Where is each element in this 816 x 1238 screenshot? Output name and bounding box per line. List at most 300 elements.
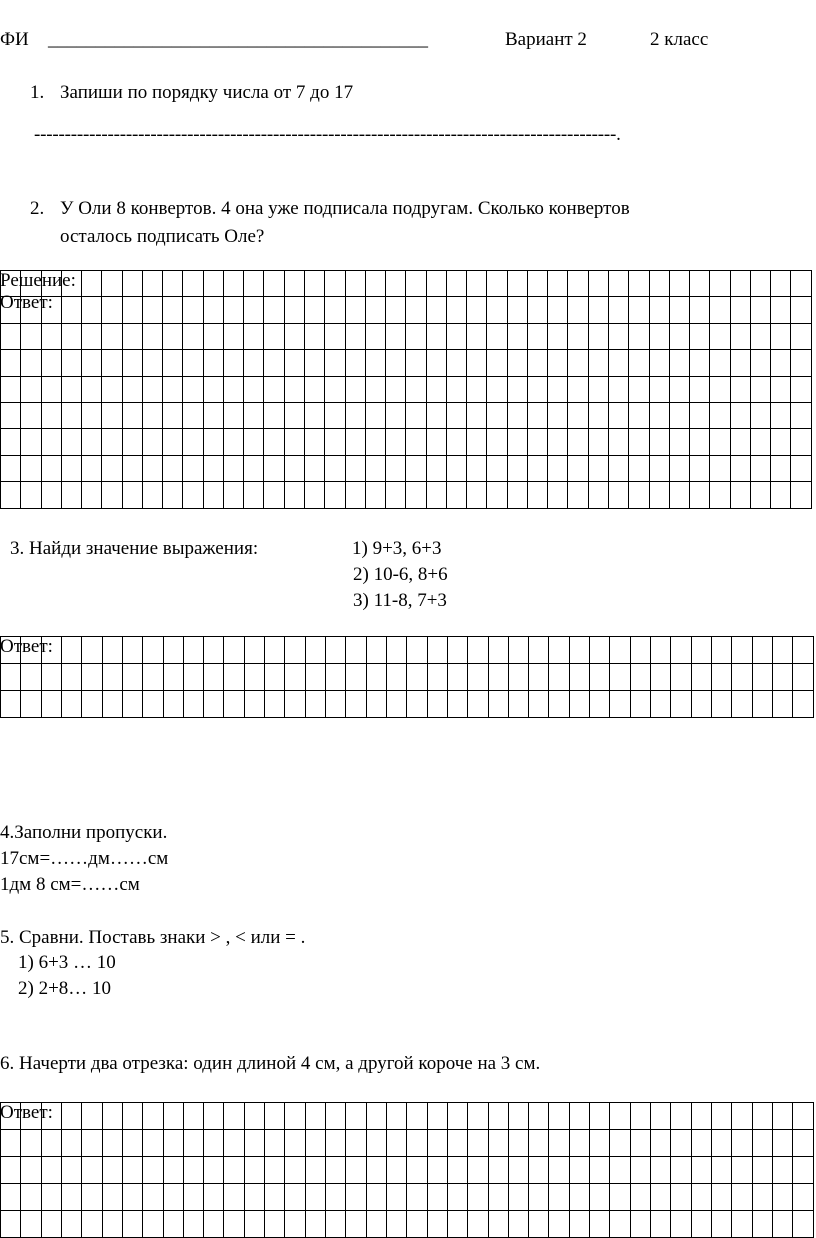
grid-cell[interactable] — [264, 297, 284, 323]
grid-cell[interactable] — [508, 1130, 528, 1157]
grid-cell[interactable] — [224, 1157, 244, 1184]
grid-cell[interactable] — [710, 482, 730, 508]
grid-cell[interactable] — [691, 1103, 711, 1130]
grid-cell[interactable] — [346, 691, 366, 718]
task4-line1[interactable]: 17см=……дм……см — [0, 848, 169, 869]
grid-cell[interactable] — [568, 350, 588, 376]
grid-cell[interactable] — [590, 1103, 610, 1130]
grid-cell[interactable] — [529, 1103, 549, 1130]
grid-cell[interactable] — [529, 1130, 549, 1157]
grid-cell[interactable] — [671, 691, 691, 718]
grid-cell[interactable] — [690, 455, 710, 481]
grid-cell[interactable] — [61, 637, 81, 664]
grid-cell[interactable] — [608, 455, 628, 481]
grid-cell[interactable] — [730, 376, 750, 402]
grid-cell[interactable] — [304, 323, 324, 349]
grid-cell[interactable] — [610, 1103, 630, 1130]
grid-cell[interactable] — [569, 691, 589, 718]
grid-cell[interactable] — [305, 1103, 325, 1130]
grid-cell[interactable] — [203, 297, 223, 323]
grid-cell[interactable] — [549, 1157, 569, 1184]
grid-cell[interactable] — [285, 691, 305, 718]
grid-cell[interactable] — [791, 323, 812, 349]
grid-cell[interactable] — [41, 1130, 61, 1157]
grid-cell[interactable] — [468, 691, 488, 718]
grid-cell[interactable] — [527, 402, 547, 428]
grid-cell[interactable] — [244, 271, 264, 297]
grid-cell[interactable] — [752, 1130, 772, 1157]
grid-cell[interactable] — [386, 376, 406, 402]
grid-cell[interactable] — [732, 1130, 752, 1157]
grid-cell[interactable] — [548, 271, 568, 297]
grid-cell[interactable] — [244, 664, 264, 691]
grid-cell[interactable] — [590, 664, 610, 691]
grid-cell[interactable] — [588, 402, 608, 428]
grid-cell[interactable] — [527, 271, 547, 297]
grid-cell[interactable] — [345, 323, 365, 349]
grid-cell[interactable] — [508, 1184, 528, 1211]
grid-cell[interactable] — [427, 1103, 447, 1130]
grid-cell[interactable] — [183, 402, 203, 428]
grid-cell[interactable] — [447, 637, 467, 664]
grid-cell[interactable] — [142, 482, 162, 508]
grid-cell[interactable] — [468, 637, 488, 664]
task1-answer-line[interactable]: -----------------------------------------------------------------------------------------------. — [34, 124, 621, 145]
grid-cell[interactable] — [669, 455, 689, 481]
grid-cell[interactable] — [793, 1103, 814, 1130]
grid-cell[interactable] — [1, 350, 21, 376]
grid-cell[interactable] — [447, 1211, 467, 1238]
grid-cell[interactable] — [507, 482, 527, 508]
grid-cell[interactable] — [304, 297, 324, 323]
grid-cell[interactable] — [82, 664, 102, 691]
grid-cell[interactable] — [183, 1130, 203, 1157]
grid-cell[interactable] — [446, 350, 466, 376]
grid-cell[interactable] — [61, 664, 81, 691]
grid-cell[interactable] — [21, 664, 41, 691]
grid-cell[interactable] — [772, 637, 792, 664]
grid-cell[interactable] — [507, 455, 527, 481]
grid-cell[interactable] — [730, 350, 750, 376]
grid-cell[interactable] — [610, 1130, 630, 1157]
grid-cell[interactable] — [346, 664, 366, 691]
grid-cell[interactable] — [122, 1130, 142, 1157]
grid-cell[interactable] — [304, 271, 324, 297]
grid-cell[interactable] — [649, 402, 669, 428]
grid-cell[interactable] — [630, 664, 650, 691]
grid-cell[interactable] — [21, 455, 41, 481]
task6-answer-grid[interactable] — [0, 1102, 814, 1238]
grid-cell[interactable] — [711, 637, 731, 664]
grid-cell[interactable] — [61, 455, 81, 481]
grid-cell[interactable] — [346, 1103, 366, 1130]
grid-cell[interactable] — [590, 1211, 610, 1238]
grid-cell[interactable] — [569, 1103, 589, 1130]
grid-cell[interactable] — [224, 1184, 244, 1211]
fi-name-line[interactable]: ________________________________________ — [48, 29, 428, 50]
grid-cell[interactable] — [508, 1103, 528, 1130]
grid-cell[interactable] — [649, 297, 669, 323]
grid-cell[interactable] — [304, 455, 324, 481]
grid-cell[interactable] — [669, 271, 689, 297]
grid-cell[interactable] — [326, 1103, 346, 1130]
grid-cell[interactable] — [649, 350, 669, 376]
grid-cell[interactable] — [629, 402, 649, 428]
grid-cell[interactable] — [61, 297, 81, 323]
grid-cell[interactable] — [204, 1157, 224, 1184]
grid-cell[interactable] — [386, 1184, 406, 1211]
grid-cell[interactable] — [608, 402, 628, 428]
grid-cell[interactable] — [386, 297, 406, 323]
grid-cell[interactable] — [690, 271, 710, 297]
grid-cell[interactable] — [366, 1130, 386, 1157]
grid-cell[interactable] — [730, 297, 750, 323]
grid-cell[interactable] — [610, 691, 630, 718]
grid-cell[interactable] — [61, 429, 81, 455]
grid-cell[interactable] — [426, 350, 446, 376]
grid-cell[interactable] — [711, 1103, 731, 1130]
grid-cell[interactable] — [61, 323, 81, 349]
grid-cell[interactable] — [588, 429, 608, 455]
grid-cell[interactable] — [365, 323, 385, 349]
grid-cell[interactable] — [122, 429, 142, 455]
grid-cell[interactable] — [752, 1157, 772, 1184]
grid-cell[interactable] — [669, 376, 689, 402]
grid-cell[interactable] — [649, 482, 669, 508]
grid-cell[interactable] — [467, 297, 487, 323]
grid-cell[interactable] — [265, 1130, 285, 1157]
grid-cell[interactable] — [346, 637, 366, 664]
grid-cell[interactable] — [102, 1157, 122, 1184]
grid-cell[interactable] — [446, 376, 466, 402]
grid-cell[interactable] — [21, 1157, 41, 1184]
grid-cell[interactable] — [772, 1103, 792, 1130]
grid-cell[interactable] — [143, 1211, 163, 1238]
grid-cell[interactable] — [732, 691, 752, 718]
grid-cell[interactable] — [346, 1130, 366, 1157]
grid-cell[interactable] — [610, 664, 630, 691]
grid-cell[interactable] — [264, 350, 284, 376]
grid-cell[interactable] — [549, 1184, 569, 1211]
task2-answer-grid[interactable] — [0, 270, 812, 508]
grid-cell[interactable] — [41, 323, 61, 349]
grid-cell[interactable] — [651, 691, 671, 718]
grid-cell[interactable] — [285, 1184, 305, 1211]
grid-cell[interactable] — [82, 1103, 102, 1130]
grid-cell[interactable] — [691, 637, 711, 664]
grid-cell[interactable] — [224, 1211, 244, 1238]
grid-cell[interactable] — [21, 1184, 41, 1211]
grid-cell[interactable] — [223, 323, 243, 349]
grid-cell[interactable] — [305, 637, 325, 664]
task3-grid-table[interactable] — [0, 636, 814, 718]
grid-cell[interactable] — [142, 429, 162, 455]
grid-cell[interactable] — [793, 1211, 814, 1238]
grid-cell[interactable] — [102, 271, 122, 297]
grid-cell[interactable] — [407, 637, 427, 664]
grid-cell[interactable] — [771, 297, 791, 323]
grid-cell[interactable] — [183, 1184, 203, 1211]
grid-cell[interactable] — [326, 1157, 346, 1184]
grid-cell[interactable] — [183, 1103, 203, 1130]
grid-cell[interactable] — [772, 1157, 792, 1184]
grid-cell[interactable] — [691, 1211, 711, 1238]
grid-cell[interactable] — [629, 455, 649, 481]
grid-cell[interactable] — [468, 1157, 488, 1184]
grid-cell[interactable] — [142, 271, 162, 297]
grid-cell[interactable] — [406, 429, 426, 455]
grid-cell[interactable] — [284, 297, 304, 323]
grid-cell[interactable] — [163, 691, 183, 718]
grid-cell[interactable] — [568, 297, 588, 323]
grid-cell[interactable] — [468, 1103, 488, 1130]
grid-cell[interactable] — [691, 1184, 711, 1211]
grid-cell[interactable] — [102, 1130, 122, 1157]
grid-cell[interactable] — [426, 402, 446, 428]
grid-cell[interactable] — [102, 350, 122, 376]
grid-cell[interactable] — [82, 376, 102, 402]
task5-item1[interactable]: 1) 6+3 … 10 — [18, 952, 116, 973]
grid-cell[interactable] — [41, 1184, 61, 1211]
grid-cell[interactable] — [143, 1184, 163, 1211]
grid-cell[interactable] — [1, 376, 21, 402]
grid-cell[interactable] — [752, 1211, 772, 1238]
grid-cell[interactable] — [793, 1184, 814, 1211]
grid-cell[interactable] — [750, 271, 770, 297]
grid-cell[interactable] — [569, 1130, 589, 1157]
grid-cell[interactable] — [772, 1130, 792, 1157]
grid-cell[interactable] — [568, 482, 588, 508]
grid-cell[interactable] — [791, 455, 812, 481]
grid-cell[interactable] — [325, 455, 345, 481]
grid-cell[interactable] — [345, 350, 365, 376]
grid-cell[interactable] — [1, 482, 21, 508]
grid-cell[interactable] — [61, 1103, 81, 1130]
grid-cell[interactable] — [223, 429, 243, 455]
grid-cell[interactable] — [304, 429, 324, 455]
grid-cell[interactable] — [427, 664, 447, 691]
grid-cell[interactable] — [406, 271, 426, 297]
grid-cell[interactable] — [771, 402, 791, 428]
grid-cell[interactable] — [284, 429, 304, 455]
grid-cell[interactable] — [610, 1157, 630, 1184]
grid-cell[interactable] — [21, 350, 41, 376]
grid-cell[interactable] — [61, 691, 81, 718]
grid-cell[interactable] — [651, 1184, 671, 1211]
grid-cell[interactable] — [651, 637, 671, 664]
grid-cell[interactable] — [651, 1211, 671, 1238]
grid-cell[interactable] — [21, 1130, 41, 1157]
grid-cell[interactable] — [649, 455, 669, 481]
grid-cell[interactable] — [264, 271, 284, 297]
grid-cell[interactable] — [548, 482, 568, 508]
grid-cell[interactable] — [265, 1103, 285, 1130]
grid-cell[interactable] — [730, 455, 750, 481]
grid-cell[interactable] — [588, 482, 608, 508]
grid-cell[interactable] — [163, 297, 183, 323]
grid-cell[interactable] — [691, 664, 711, 691]
grid-cell[interactable] — [223, 271, 243, 297]
grid-cell[interactable] — [224, 664, 244, 691]
grid-cell[interactable] — [791, 429, 812, 455]
grid-cell[interactable] — [386, 637, 406, 664]
grid-cell[interactable] — [527, 323, 547, 349]
grid-cell[interactable] — [690, 376, 710, 402]
grid-cell[interactable] — [730, 271, 750, 297]
grid-cell[interactable] — [711, 1184, 731, 1211]
grid-cell[interactable] — [163, 664, 183, 691]
grid-cell[interactable] — [143, 637, 163, 664]
grid-cell[interactable] — [21, 402, 41, 428]
grid-cell[interactable] — [1, 637, 21, 664]
grid-cell[interactable] — [346, 1184, 366, 1211]
grid-cell[interactable] — [529, 1211, 549, 1238]
grid-cell[interactable] — [386, 429, 406, 455]
grid-cell[interactable] — [183, 637, 203, 664]
grid-cell[interactable] — [630, 691, 650, 718]
grid-cell[interactable] — [224, 691, 244, 718]
grid-cell[interactable] — [365, 455, 385, 481]
grid-cell[interactable] — [41, 350, 61, 376]
grid-cell[interactable] — [21, 376, 41, 402]
grid-cell[interactable] — [732, 1103, 752, 1130]
grid-cell[interactable] — [304, 376, 324, 402]
grid-cell[interactable] — [365, 271, 385, 297]
grid-cell[interactable] — [468, 1184, 488, 1211]
grid-cell[interactable] — [41, 429, 61, 455]
grid-cell[interactable] — [366, 1157, 386, 1184]
grid-cell[interactable] — [163, 482, 183, 508]
grid-cell[interactable] — [346, 1211, 366, 1238]
grid-cell[interactable] — [771, 429, 791, 455]
grid-cell[interactable] — [467, 482, 487, 508]
grid-cell[interactable] — [447, 691, 467, 718]
grid-cell[interactable] — [507, 297, 527, 323]
grid-cell[interactable] — [793, 1157, 814, 1184]
grid-cell[interactable] — [527, 297, 547, 323]
grid-cell[interactable] — [588, 297, 608, 323]
grid-cell[interactable] — [41, 297, 61, 323]
grid-cell[interactable] — [204, 637, 224, 664]
grid-cell[interactable] — [386, 1130, 406, 1157]
grid-cell[interactable] — [365, 429, 385, 455]
grid-cell[interactable] — [122, 664, 142, 691]
grid-cell[interactable] — [590, 637, 610, 664]
grid-cell[interactable] — [61, 271, 81, 297]
grid-cell[interactable] — [183, 1157, 203, 1184]
grid-cell[interactable] — [488, 691, 508, 718]
grid-cell[interactable] — [446, 297, 466, 323]
grid-cell[interactable] — [669, 297, 689, 323]
grid-cell[interactable] — [406, 376, 426, 402]
grid-cell[interactable] — [651, 1157, 671, 1184]
grid-cell[interactable] — [548, 350, 568, 376]
grid-cell[interactable] — [265, 1157, 285, 1184]
grid-cell[interactable] — [1, 271, 21, 297]
grid-cell[interactable] — [365, 482, 385, 508]
grid-cell[interactable] — [183, 271, 203, 297]
grid-cell[interactable] — [41, 455, 61, 481]
grid-cell[interactable] — [529, 1157, 549, 1184]
grid-cell[interactable] — [568, 455, 588, 481]
grid-cell[interactable] — [629, 350, 649, 376]
grid-cell[interactable] — [326, 1130, 346, 1157]
task4-line2[interactable]: 1дм 8 см=……см — [0, 874, 140, 895]
grid-cell[interactable] — [244, 376, 264, 402]
grid-cell[interactable] — [630, 1184, 650, 1211]
grid-cell[interactable] — [732, 664, 752, 691]
grid-cell[interactable] — [102, 376, 122, 402]
grid-cell[interactable] — [82, 350, 102, 376]
grid-cell[interactable] — [691, 1157, 711, 1184]
grid-cell[interactable] — [204, 1184, 224, 1211]
grid-cell[interactable] — [365, 376, 385, 402]
grid-cell[interactable] — [21, 691, 41, 718]
grid-cell[interactable] — [711, 1211, 731, 1238]
grid-cell[interactable] — [488, 637, 508, 664]
grid-cell[interactable] — [690, 482, 710, 508]
grid-cell[interactable] — [629, 323, 649, 349]
grid-cell[interactable] — [527, 376, 547, 402]
grid-cell[interactable] — [447, 1184, 467, 1211]
grid-cell[interactable] — [508, 691, 528, 718]
grid-cell[interactable] — [122, 691, 142, 718]
grid-cell[interactable] — [163, 323, 183, 349]
grid-cell[interactable] — [305, 691, 325, 718]
grid-cell[interactable] — [549, 637, 569, 664]
grid-cell[interactable] — [771, 376, 791, 402]
grid-cell[interactable] — [629, 271, 649, 297]
grid-cell[interactable] — [1, 664, 21, 691]
grid-cell[interactable] — [590, 1157, 610, 1184]
grid-cell[interactable] — [690, 323, 710, 349]
grid-cell[interactable] — [325, 350, 345, 376]
grid-cell[interactable] — [549, 664, 569, 691]
grid-cell[interactable] — [163, 350, 183, 376]
grid-cell[interactable] — [711, 664, 731, 691]
grid-cell[interactable] — [426, 455, 446, 481]
grid-cell[interactable] — [730, 482, 750, 508]
grid-cell[interactable] — [163, 1184, 183, 1211]
grid-cell[interactable] — [669, 429, 689, 455]
grid-cell[interactable] — [629, 376, 649, 402]
grid-cell[interactable] — [772, 1184, 792, 1211]
grid-cell[interactable] — [325, 297, 345, 323]
grid-cell[interactable] — [102, 297, 122, 323]
grid-cell[interactable] — [285, 1130, 305, 1157]
grid-cell[interactable] — [61, 402, 81, 428]
grid-cell[interactable] — [285, 1211, 305, 1238]
grid-cell[interactable] — [21, 482, 41, 508]
grid-cell[interactable] — [508, 637, 528, 664]
grid-cell[interactable] — [691, 691, 711, 718]
grid-cell[interactable] — [183, 323, 203, 349]
grid-cell[interactable] — [487, 402, 507, 428]
grid-cell[interactable] — [671, 1157, 691, 1184]
grid-cell[interactable] — [304, 482, 324, 508]
grid-cell[interactable] — [569, 664, 589, 691]
grid-cell[interactable] — [102, 455, 122, 481]
grid-cell[interactable] — [608, 323, 628, 349]
grid-cell[interactable] — [488, 1184, 508, 1211]
grid-cell[interactable] — [568, 402, 588, 428]
grid-cell[interactable] — [265, 664, 285, 691]
grid-cell[interactable] — [487, 482, 507, 508]
grid-cell[interactable] — [102, 402, 122, 428]
grid-cell[interactable] — [386, 402, 406, 428]
grid-cell[interactable] — [82, 1157, 102, 1184]
grid-cell[interactable] — [244, 402, 264, 428]
